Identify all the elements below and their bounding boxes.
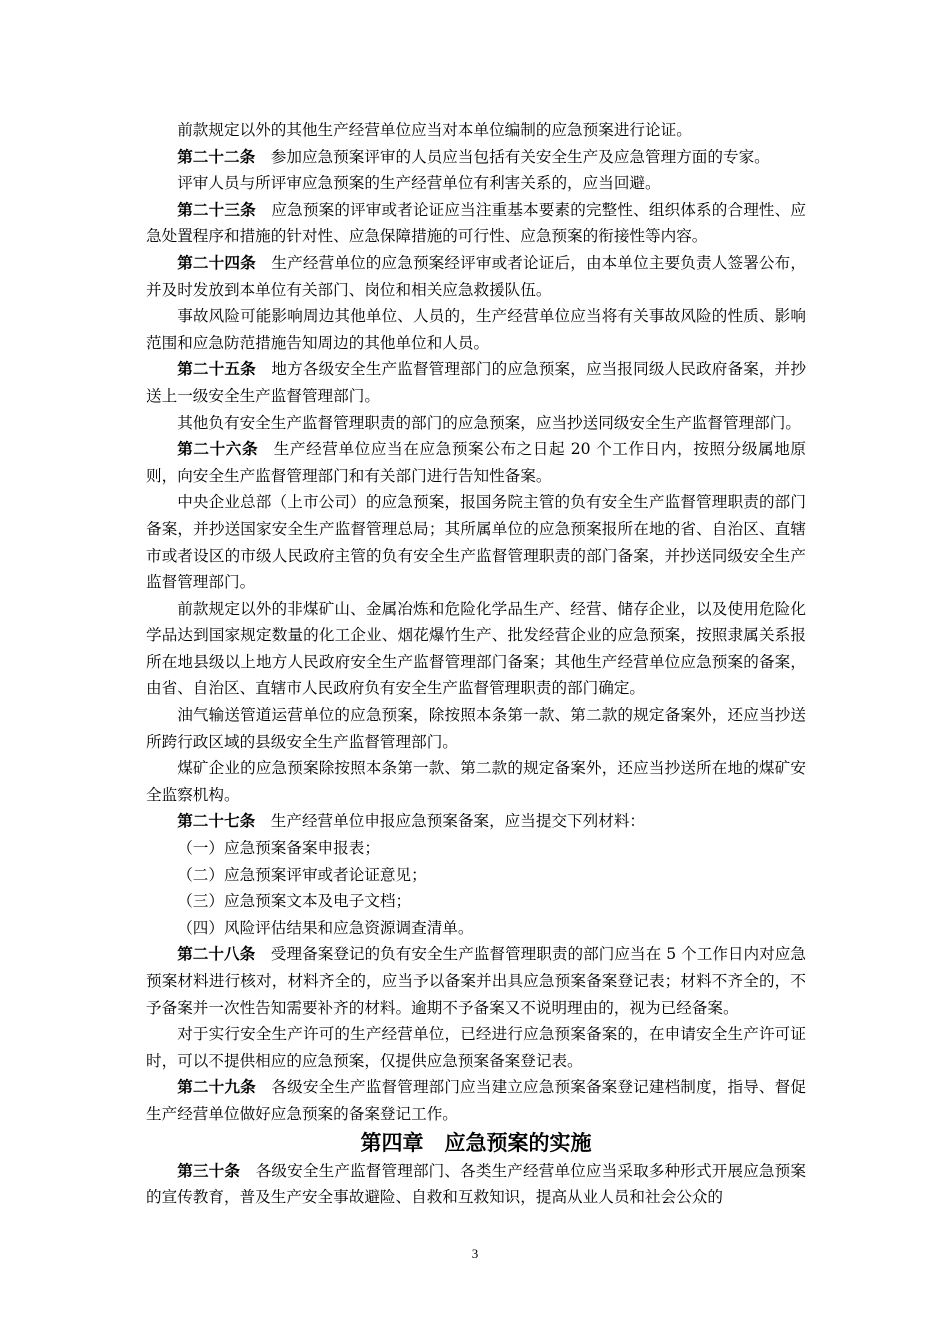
paragraph-text: 评审人员与所评审应急预案的生产经营单位有利害关系的，应当回避。 bbox=[177, 174, 661, 193]
paragraph bbox=[146, 1158, 806, 1211]
paragraph bbox=[146, 596, 806, 702]
articles-section bbox=[146, 117, 806, 1128]
paragraph bbox=[146, 862, 806, 889]
chapter-heading bbox=[146, 1128, 806, 1158]
paragraph bbox=[146, 888, 806, 915]
paragraph-text: 受理备案登记的负有安全生产监督管理职责的部门应当在 5 个工作日内对应急预案材料进行核对，材料齐全的，应当予以备案并出具应急预案备案登记表；材料不齐全的，不予备案并一次性告知需要补齐的材料。逾期不予备案又不说明理由的，视为已经备案。 bbox=[146, 945, 806, 1017]
paragraph-text: 其他负有安全生产监督管理职责的部门的应急预案，应当抄送同级安全生产监督管理部门。 bbox=[177, 413, 801, 432]
paragraph bbox=[146, 197, 806, 250]
document-body bbox=[146, 117, 806, 1211]
article-number: 第二十二条 bbox=[177, 146, 256, 166]
paragraph-text: 油气输送管道运营单位的应急预案，除按照本条第一款、第二款的规定备案外，还应当抄送所跨行政区域的县级安全生产监督管理部门。 bbox=[146, 706, 806, 751]
paragraph bbox=[146, 1021, 806, 1074]
article-number: 第二十六条 bbox=[177, 439, 259, 459]
paragraph bbox=[146, 702, 806, 755]
article-number: 第二十九条 bbox=[177, 1077, 256, 1097]
paragraph-text: （一）应急预案备案申报表； bbox=[177, 839, 380, 858]
paragraph-text: 事故风险可能影响周边其他单位、人员的，生产经营单位应当将有关事故风险的性质、影响范围和应急防范措施告知周边的其他单位和人员。 bbox=[146, 307, 806, 352]
paragraph bbox=[146, 250, 806, 303]
article-number: 第三十条 bbox=[177, 1160, 241, 1180]
page-number: 3 bbox=[471, 1246, 479, 1261]
paragraph-text: （二）应急预案评审或者论证意见； bbox=[177, 865, 427, 884]
paragraph-text: 各级安全生产监督管理部门、各类生产经营单位应当采取多种形式开展应急预案的宣传教育，普及生产安全事故避险、自救和互救知识，提高从业人员和社会公众的 bbox=[146, 1161, 806, 1207]
paragraph bbox=[146, 436, 806, 489]
paragraph bbox=[146, 915, 806, 942]
paragraph-text: （三）应急预案文本及电子文档； bbox=[177, 892, 412, 911]
article-number: 第二十四条 bbox=[177, 252, 256, 272]
paragraph-text: 前款规定以外的其他生产经营单位应当对本单位编制的应急预案进行论证。 bbox=[177, 121, 692, 139]
paragraph bbox=[146, 489, 806, 595]
paragraph bbox=[146, 144, 806, 171]
paragraph-text: 地方各级安全生产监督管理部门的应急预案，应当报同级人民政府备案，并抄送上一级安全生产监督管理部门。 bbox=[146, 360, 806, 405]
chapter-number: 第四章 bbox=[360, 1129, 424, 1155]
paragraph-text: 各级安全生产监督管理部门应当建立应急预案备案登记建档制度，指导、督促生产经营单位做好应急预案的备案登记工作。 bbox=[146, 1078, 806, 1123]
paragraph-text: 中央企业总部（上市公司）的应急预案，报国务院主管的负有安全生产监督管理职责的部门备案，并抄送国家安全生产监督管理总局；其所属单位的应急预案报所在地的省、自治区、直辖市或者设区的市级人民政府主管的负有安全生产监督管理职责的部门备案，并抄送同级安全生产监督管理部门。 bbox=[146, 493, 806, 592]
paragraph bbox=[146, 303, 806, 356]
paragraph bbox=[146, 410, 806, 437]
paragraph bbox=[146, 755, 806, 808]
paragraph-text: 对于实行安全生产许可的生产经营单位，已经进行应急预案备案的，在申请安全生产许可证时，可以不提供相应的应急预案，仅提供应急预案备案登记表。 bbox=[146, 1025, 806, 1070]
article-number: 第二十五条 bbox=[177, 359, 256, 379]
paragraph-text: 生产经营单位申报应急预案备案，应当提交下列材料： bbox=[270, 812, 646, 831]
paragraph-text: 生产经营单位的应急预案经评审或者论证后，由本单位主要负责人签署公布，并及时发放到本单位有关部门、岗位和相关应急救援队伍。 bbox=[146, 253, 806, 299]
article-number: 第二十八条 bbox=[177, 944, 256, 964]
chapter-articles-section bbox=[146, 1158, 806, 1211]
chapter-title: 应急预案的实施 bbox=[444, 1129, 592, 1155]
paragraph-text: （四）风险评估结果和应急资源调查清单。 bbox=[177, 918, 474, 937]
paragraph bbox=[146, 941, 806, 1021]
paragraph-text: 生产经营单位应当在应急预案公布之日起 20 个工作日内，按照分级属地原则，向安全生产监督管理部门和有关部门进行告知性备案。 bbox=[146, 440, 806, 485]
paragraph bbox=[146, 117, 806, 144]
paragraph-text: 应急预案的评审或者论证应当注重基本要素的完整性、组织体系的合理性、应急处置程序和措施的针对性、应急保障措施的可行性、应急预案的衔接性等内容。 bbox=[146, 200, 806, 246]
article-number: 第二十七条 bbox=[177, 811, 256, 831]
paragraph bbox=[146, 1074, 806, 1127]
paragraph bbox=[146, 170, 806, 197]
paragraph-text: 煤矿企业的应急预案除按照本条第一款、第二款的规定备案外，还应当抄送所在地的煤矿安全监察机构。 bbox=[146, 759, 806, 804]
paragraph-text: 前款规定以外的非煤矿山、金属冶炼和危险化学品生产、经营、储存企业，以及使用危险化学品达到国家规定数量的化工企业、烟花爆竹生产、批发经营企业的应急预案，按照隶属关系报所在地县级以上地方人民政府安全生产监督管理部门备案；其他生产经营单位应急预案的备案，由省、自治区、直辖市人民政府负有安全生产监督管理职责的部门确定。 bbox=[146, 599, 806, 698]
paragraph bbox=[146, 835, 806, 862]
article-number: 第二十三条 bbox=[177, 199, 256, 219]
paragraph bbox=[146, 808, 806, 835]
paragraph bbox=[146, 356, 806, 409]
paragraph-text: 参加应急预案评审的人员应当包括有关安全生产及应急管理方面的专家。 bbox=[270, 147, 770, 166]
